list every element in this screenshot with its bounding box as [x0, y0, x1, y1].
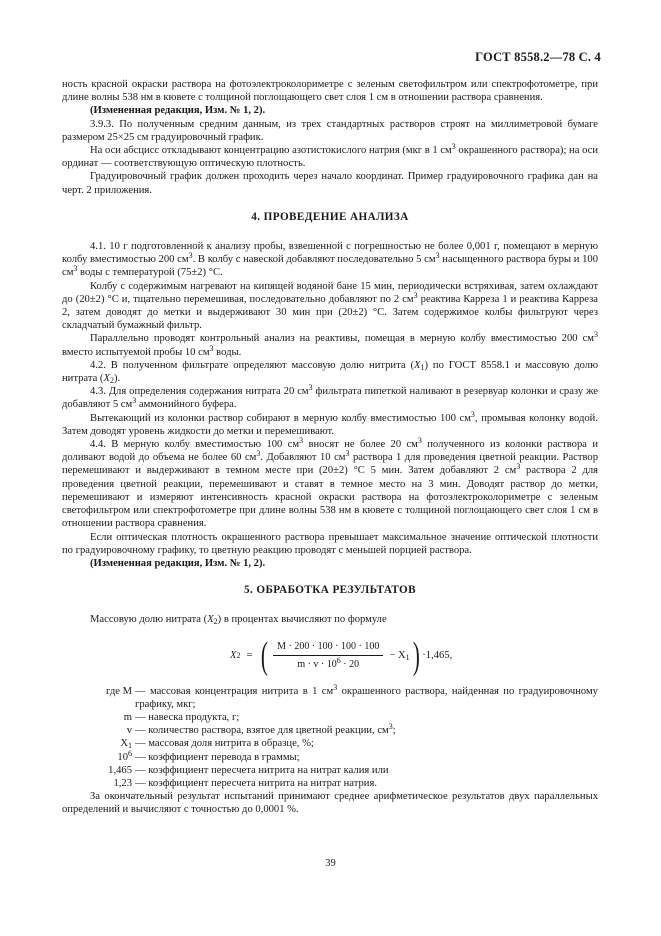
paragraph-4-1: 4.1. 10 г подготовленной к анализу пробы, взвешенной с погрешностью не более 0,001 г, помещают в мерную колбу вместимостью 200 $см^3$. В колбу с навеской добавляют последовательно 5 $см^3$ насыщенного раствора буры и 100 $см^3$ воды с температурой (75±2) °С. — [62, 241, 598, 279]
paragraph-control: Параллельно проводят контрольный анализ на реактивы, помещая в мерную колбу вместимостью 200 $см^3$ вместо испытуемой пробы 10 $см^3$ воды. — [62, 330, 598, 358]
definition-symbol: 1,465 — [108, 764, 132, 776]
left-paren-icon: ( — [261, 634, 269, 677]
definition-item — [62, 764, 598, 777]
definition-text: — массовая концентрация нитрита в 1 $см^3$ окрашенного раствора, найденная по градуировочному графику, мкг; — [135, 682, 598, 710]
paragraph-4-3: 4.3. Для определения содержания нитрата 20 $см^3$ фильтрата пипеткой наливают в резервуар колонки и сразу же добавляют 5 $см^3$ аммонийного буфера. — [62, 383, 598, 411]
section-heading-4: 4. ПРОВЕДЕНИЕ АНАЛИЗА — [251, 210, 409, 223]
amendment-note: (Измененная редакция, Изм. № 1, 2). — [90, 105, 266, 117]
definition-item — [62, 711, 598, 724]
amendment-note-2: (Измененная редакция, Изм. № 1, 2). — [90, 557, 266, 569]
definition-text: — навеска продукта, г; — [135, 711, 240, 723]
formula-lhs: X — [230, 649, 237, 661]
right-paren-icon: ) — [412, 634, 420, 677]
definition-item — [62, 682, 598, 711]
formula-numerator: M · 200 · 100 · 100 · 100 — [273, 640, 383, 656]
paragraph-graph: Градуировочный график должен проходить через начало координат. Пример градуировочного графика дан на черт. 2 приложения. — [62, 171, 598, 196]
paragraph-column-flow: Вытекающий из колонки раствор собирают в мерную колбу вместимостью 100 $см^3$, промывая колонку водой. Затем доводят уровень жидкости до метки и перемешивают. — [62, 409, 599, 437]
definition-text: — коэффициент пересчета нитрита на нитрат калия или — [135, 764, 389, 776]
definition-symbol: 1,23 — [113, 777, 132, 789]
paragraph-4-4: 4.4. В мерную колбу вместимостью 100 $см^3$ вносят не более 20 $см^3$ полученного из колонки раствора и доливают водой до объема не более 60 $см^3$. Добавляют 10 $см^3$ раствора 1 для проведения цветной реакции. Раствор перемешивают и выдерживают в темном месте при (20±2) °С 5 мин. Затем добавляют 2 $см^3$ раствора 2 для проведения цветной реакции, перемешивают и ставят в темное место на 3 мин. Доводят раствор до метки, перемешивают и измеряют интенсивность красной окраски раствора на фотоэлектроколориметре с зеленым светофильтром или спектрофотометре при длине волны 538 нм в кювете с толщиной поглощающего свет слоя 1 см в отношении раствора сравнения. — [62, 436, 598, 530]
paragraph-continuation: ность красной окраски раствора на фотоэлектроколориметре с зеленым светофильтром или спектрофотометре, при длине волны 538 нм в кювете с толщиной поглощающего свет слоя 1 см в отношении раствора сравнения. — [62, 79, 598, 104]
definition-item — [62, 777, 598, 790]
section-heading-5: 5. ОБРАБОТКА РЕЗУЛЬТАТОВ — [244, 584, 416, 597]
definition-symbol: $X_1$ — [120, 738, 132, 751]
definition-item — [62, 737, 598, 750]
paragraph-optical-density: Если оптическая плотность окрашенного раствора превышает максимальное значение оптической плотности по градуировочному графику, то цветную реакцию проводят с меньшей порцией раствора. — [62, 531, 598, 556]
page-number: 39 — [325, 858, 336, 869]
definition-text: — массовая доля нитрита в образце, %; — [135, 738, 314, 750]
paragraph-final: За окончательный результат испытаний принимают среднее арифметическое результатов двух параллельных определений и вычисляют с точностью до 0,0001 %. — [62, 791, 598, 816]
formula-denominator: $m \cdot v \cdot 10^6 \cdot 20$ — [297, 656, 360, 671]
definition-item — [62, 748, 598, 764]
paragraph-axes: На оси абсцисс откладывают концентрацию азотистокислого натрия (мкг в 1 $см^3$ окрашенного раствора); на оси ординат — соответствующую оптическую плотность. — [62, 142, 599, 170]
body-text — [62, 78, 598, 817]
definition-symbol: $10^6$ — [117, 748, 132, 763]
paragraph-mass-fraction: Массовую долю нитрата $(X_2)$ в процентах вычисляют по формуле — [90, 614, 387, 627]
page-header: ГОСТ 8558.2—78 С. 4 — [475, 50, 601, 64]
definitions-list — [62, 682, 598, 791]
definition-symbol: m — [123, 711, 132, 723]
nitrate-formula: X 2 = ( $\frac{M \cdot 200 \cdot 100 \cdot 100 \cdot 100}{m \cdot v \cdot 10^6 \cdot 20}$ − $X_1$ ) ·1,465, — [230, 634, 453, 677]
formula-minus: − $X_1$ — [389, 649, 410, 662]
paragraph-4-2: 4.2. В полученном фильтрате определяют массовую долю нитрита $(X_1)$ по ГОСТ 8558.1 и массовую долю нитрата $(X_2)$. — [62, 359, 599, 386]
formula-fraction — [273, 640, 383, 671]
definition-item — [62, 724, 598, 737]
paragraph-3-9-3: 3.9.3. По полученным средним данным, из трех стандартных растворов строят на миллиметровой бумаге размером 25×25 см градуировочный график. — [62, 118, 598, 143]
formula-tail: ·1,465, — [422, 649, 453, 661]
definition-text: — коэффициент перевода в граммы; — [135, 751, 300, 763]
definition-symbol: где M — [106, 685, 132, 697]
formula-equals: = — [246, 649, 253, 661]
definition-text: — коэффициент пересчета нитрита на нитрат натрия. — [135, 777, 377, 789]
definition-symbol: v — [126, 725, 132, 737]
definition-text: — количество раствора, взятое для цветной реакции, $см^3$; — [135, 722, 396, 737]
paragraph-heating: Колбу с содержимым нагревают на кипящей водяной бане 15 мин, периодически встряхивая, затем охлаждают до (20±2) °С и, тщательно перемешивая, последовательно добавляют по 2 $см^3$ реактива Карреза 1 и реактива Карреза 2, затем доводят до метки и выдерживают 30 мин при (20±2) °С. Затем содержимое колбы фильтруют через складчатый бумажный фильтр. — [62, 280, 599, 332]
